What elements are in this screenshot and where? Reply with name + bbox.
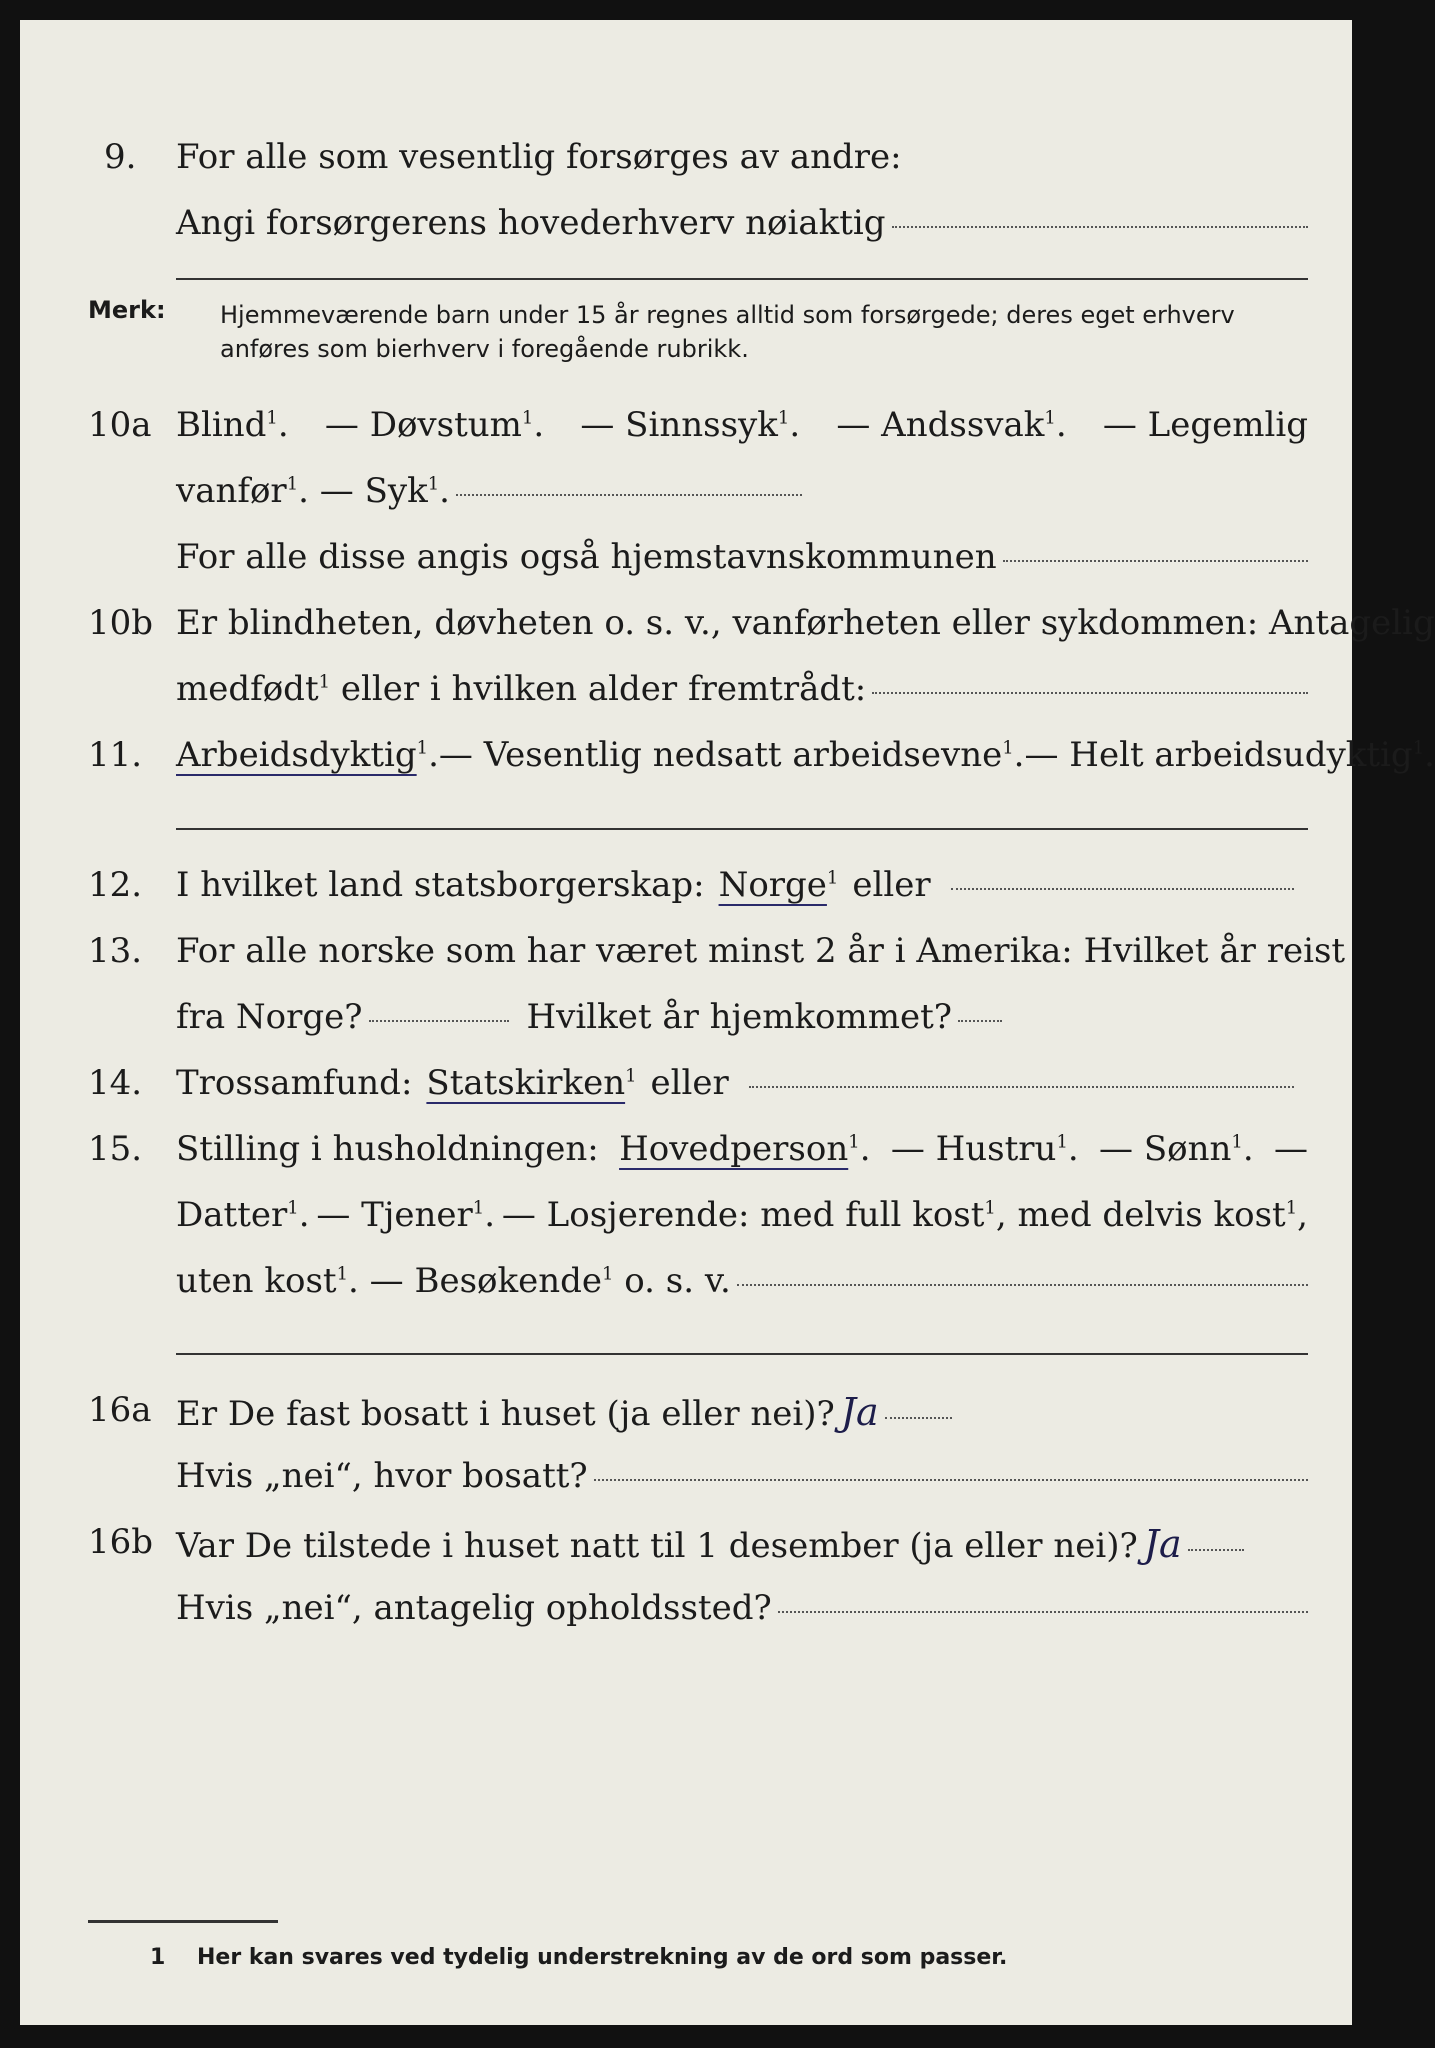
q10b-alder-prompt: eller i hvilken alder fremtrådt:: [340, 669, 867, 709]
opt-medfodt: medfødt$^1$: [176, 669, 331, 709]
q10a-number: 10a: [88, 405, 152, 445]
q11-number: 11.: [88, 735, 143, 775]
q10b-row2: [20, 669, 1352, 729]
opt-arbeidsdyktig: Arbeidsdyktig$^1$.: [176, 735, 439, 775]
census-form-page: [20, 20, 1435, 2025]
q16b-row2: [20, 1588, 1352, 1648]
q9-answer-rule[interactable]: [176, 278, 1308, 280]
merk-text-line2: anføres som bierhverv i foregående rubrikk.: [220, 335, 749, 363]
q14-eller: eller: [650, 1063, 729, 1103]
opt-norge: Norge$^1$: [718, 865, 839, 905]
footnote-text: Her kan svares ved tydelig understrekning av de ord som passer.: [196, 1945, 1008, 1970]
q13-reist-prompt: fra Norge?: [176, 997, 363, 1037]
q10a-hjemstavn-prompt: For alle disse angis også hjemstavnskommunen: [176, 537, 997, 577]
opt-nedsatt: — Vesentlig nedsatt arbeidsevne$^1$.: [438, 735, 1025, 775]
q13-row1: [20, 931, 1352, 991]
q16a-answer-line[interactable]: [885, 1417, 952, 1419]
footnote-rule: [88, 1920, 278, 1923]
q16b-answer-line[interactable]: [1188, 1549, 1244, 1551]
q16b-row1: [20, 1522, 1352, 1582]
q10b-answer-line[interactable]: [872, 692, 1308, 694]
q10a-hjemstavn-line[interactable]: [1003, 560, 1308, 562]
q12-eller: eller: [852, 865, 931, 905]
q16a-bosatt-prompt: Hvis „nei“, hvor bosatt?: [176, 1456, 588, 1496]
q11-answer-rule[interactable]: [176, 828, 1308, 830]
q13-hjemkommet-prompt: Hvilket år hjemkommet?: [526, 997, 953, 1037]
q15-osv: o. s. v.: [624, 1261, 731, 1301]
q14-number: 14.: [88, 1063, 143, 1103]
q10b-question: Er blindheten, døvheten o. s. v., vanførheten eller sykdommen: Antagelig: [176, 603, 1435, 643]
q15-answer-line[interactable]: [737, 1284, 1308, 1286]
q15-question: Stilling i husholdningen:: [176, 1129, 599, 1169]
q16b-opholdssted-line[interactable]: [778, 1611, 1308, 1613]
q14-answer-line[interactable]: [749, 1086, 1294, 1088]
opt-hustru: — Hustru$^1$.: [890, 1129, 1079, 1169]
opt-full-kost: — Losjerende: med full kost$^1$, med delvis kost$^1$,: [501, 1195, 1308, 1235]
opt-blind: Blind$^1$.: [176, 405, 289, 445]
q9-row1: [20, 137, 1352, 197]
opt-sinnssyk: — Sinnssyk$^1$.: [580, 405, 801, 445]
opt-syk: — Syk$^1$.: [319, 471, 450, 511]
opt-statskirken: Statskirken$^1$: [426, 1063, 637, 1103]
q13-hjemkommet-line[interactable]: [958, 1020, 1002, 1022]
q16b-opholdssted-prompt: Hvis „nei“, antagelig opholdssted?: [176, 1588, 772, 1628]
opt-sonn: — Sønn$^1$.: [1099, 1129, 1254, 1169]
q15-row3: [20, 1261, 1352, 1321]
q9-question: For alle som vesentlig forsørges av andre:: [176, 137, 902, 177]
q9-number: 9.: [104, 137, 137, 177]
opt-andssvak: — Andssvak$^1$.: [836, 405, 1067, 445]
q14-row: [20, 1063, 1352, 1123]
q15-answer-rule[interactable]: [176, 1353, 1308, 1355]
q16b-handwritten-answer: Ja: [1143, 1522, 1182, 1566]
q10a-row1: [20, 405, 1352, 465]
q16a-question: Er De fast bosatt i huset (ja eller nei)?: [176, 1394, 835, 1434]
q16b-number: 16b: [88, 1522, 154, 1562]
opt-dovstum: — Døvstum$^1$.: [324, 405, 545, 445]
q13-row2: [20, 997, 1352, 1057]
q15-row1: [20, 1129, 1352, 1189]
q15-row2: [20, 1195, 1352, 1255]
opt-besokende: — Besøkende$^1$: [369, 1261, 614, 1301]
opt-vanfor: vanfør$^1$.: [176, 471, 320, 511]
q10a-row2: [20, 471, 1352, 531]
q12-row: [20, 865, 1352, 925]
q12-number: 12.: [88, 865, 143, 905]
q11-row: [20, 735, 1435, 795]
opt-uten-kost: uten kost$^1$.: [176, 1261, 370, 1301]
q13-question: For alle norske som har været minst 2 år i Amerika: Hvilket år reist: [176, 931, 1346, 971]
footnote-mark: 1: [150, 1945, 166, 1970]
merk-label: Merk:: [88, 296, 166, 324]
q14-question: Trossamfund:: [176, 1063, 413, 1103]
q15-number: 15.: [88, 1129, 143, 1169]
opt-udyktig: — Helt arbeidsudyktig$^1$.: [1024, 735, 1435, 775]
footnote: [150, 1945, 1007, 1970]
q12-question: I hvilket land statsborgerskap:: [176, 865, 705, 905]
opt-datter: Datter$^1$.: [176, 1195, 310, 1235]
q16a-bosatt-line[interactable]: [594, 1479, 1308, 1481]
q10a-syk-line[interactable]: [456, 494, 802, 496]
q13-reist-line[interactable]: [369, 1020, 509, 1022]
merk-note: [220, 298, 1300, 366]
opt-hovedperson: Hovedperson$^1$.: [619, 1129, 871, 1169]
merk-text-line1: Hjemmeværende barn under 15 år regnes alltid som forsørgede; deres eget erhverv: [220, 301, 1235, 329]
q13-number: 13.: [88, 931, 143, 971]
q9-prompt: Angi forsørgerens hovederhverv nøiaktig: [176, 203, 886, 243]
q15-dash: —: [1273, 1129, 1308, 1169]
q10b-row1: [20, 603, 1435, 663]
q9-row2: [20, 203, 1352, 263]
q10b-number: 10b: [88, 603, 154, 643]
q16b-question: Var De tilstede i huset natt til 1 desember (ja eller nei)?: [176, 1526, 1138, 1566]
opt-tjener: — Tjener$^1$.: [316, 1195, 496, 1235]
q16a-row2: [20, 1456, 1352, 1516]
q16a-number: 16a: [88, 1390, 152, 1430]
opt-legemlig: — Legemlig: [1102, 405, 1308, 445]
q16a-row1: [20, 1390, 1352, 1450]
q10a-row3: [20, 537, 1352, 597]
q9-answer-line[interactable]: [892, 226, 1308, 228]
q12-answer-line[interactable]: [951, 888, 1294, 890]
q16a-handwritten-answer: Ja: [840, 1390, 879, 1434]
